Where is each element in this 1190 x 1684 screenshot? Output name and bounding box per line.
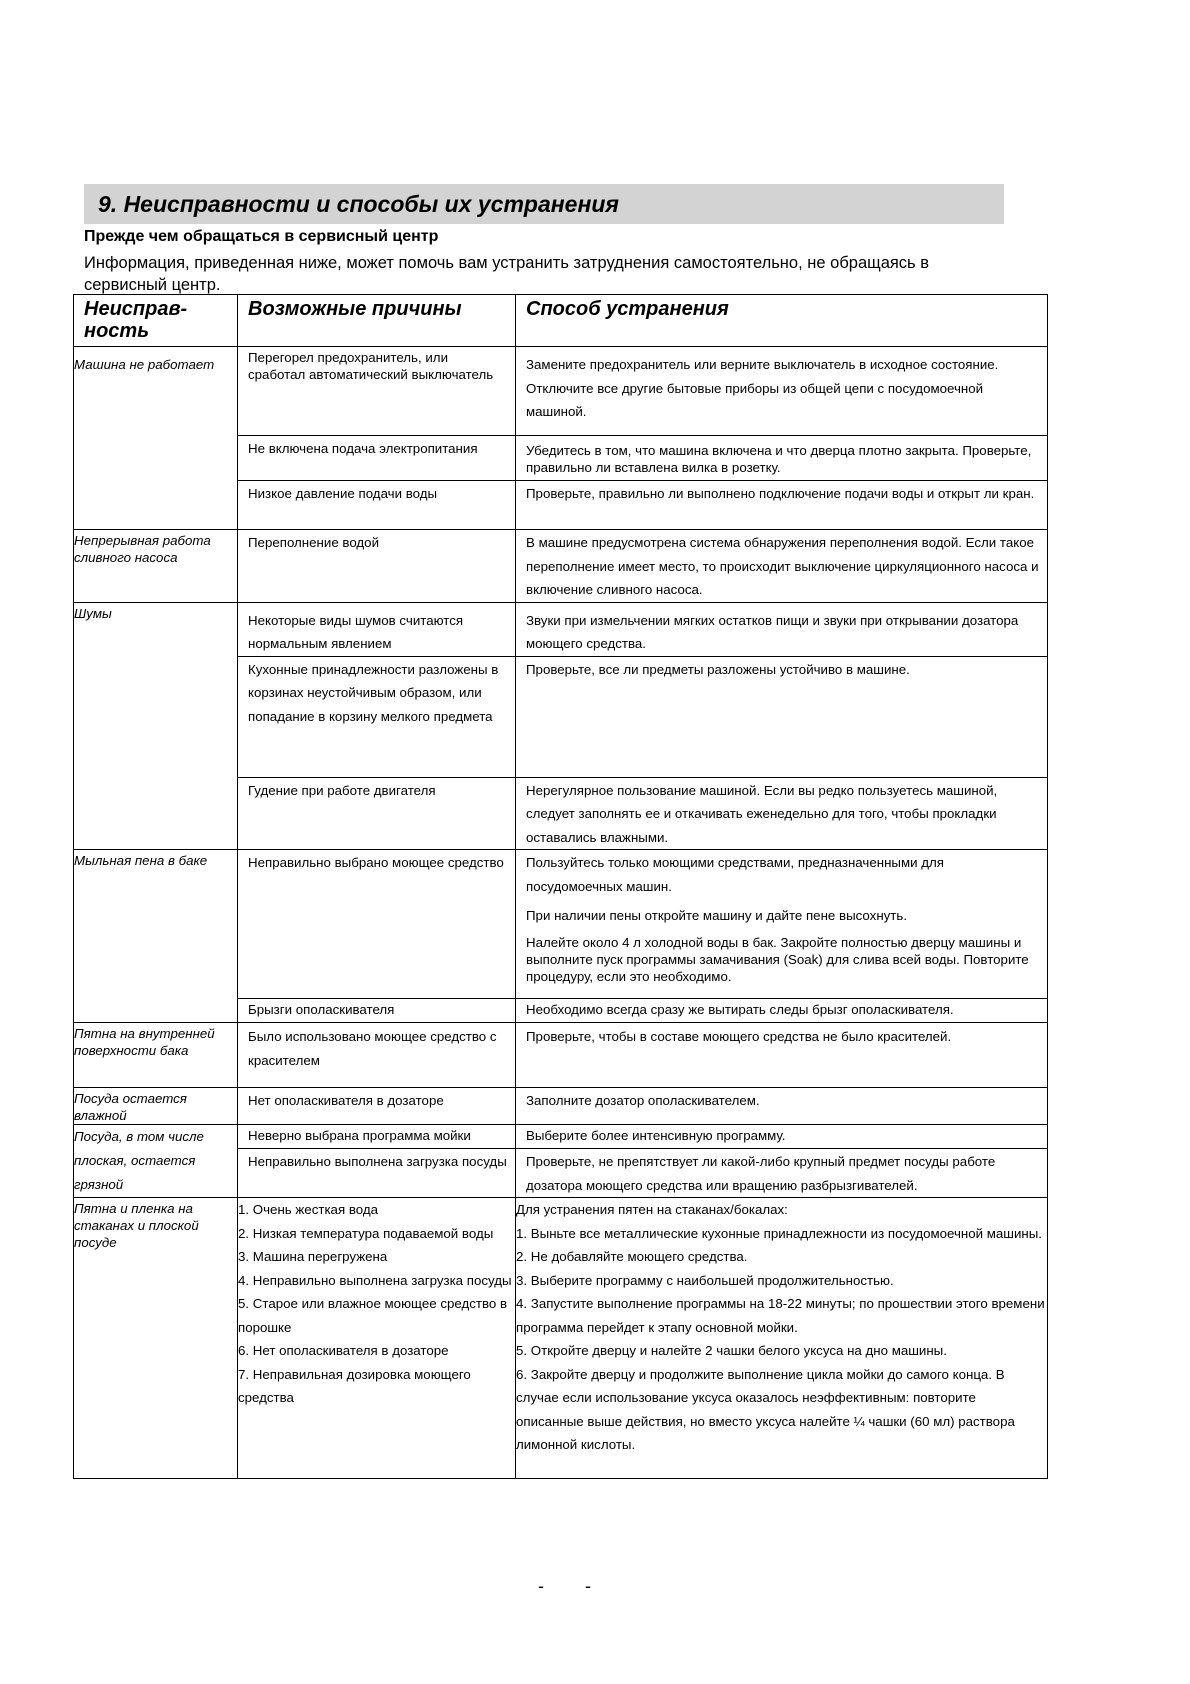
list-item: 6. Закройте дверцу и продолжите выполнение цикла мойки до самого конца. В случае если использование уксуса оказалось неэффективным: повторите описанные выше действия, но вместо уксуса налейте ¼ чашки (60 мл) раствора лимонной кислоты. — [516, 1366, 1015, 1452]
page-number-marker: - - — [538, 1576, 609, 1596]
table-row — [74, 1198, 1048, 1479]
list-item: 2. Низкая температура подаваемой воды — [238, 1225, 494, 1241]
fix-cell: Налейте около 4 л холодной воды в бак. Закройте полностью дверцу машины и выполните пуск программы замачивания (Soak) для слива всей воды. Повторите процедуру, если это необходимо. — [526, 934, 1029, 984]
fixes-list — [516, 1198, 1047, 1457]
cause-cell: Гудение при работе двигателя — [248, 782, 436, 798]
fix-cell: Проверьте, правильно ли выполнено подключение подачи воды и открыт ли кран. — [526, 486, 1035, 501]
table-row — [74, 1023, 1048, 1088]
list-item: 7. Неправильная дозировка моющего средства — [238, 1366, 471, 1405]
fix-cell: Проверьте, чтобы в составе моющего средства не было красителей. — [526, 1029, 952, 1044]
fault-cell: Пятна и пленка на стаканах и плоской посуде — [74, 1198, 238, 1479]
troubleshooting-table — [73, 294, 1048, 1479]
list-item: 3. Машина перегружена — [238, 1249, 388, 1264]
section-title-band — [84, 184, 1004, 224]
cause-cell: Кухонные принадлежности разложены в корзинах неустойчивым образом, или попадание в корзину мелкого предмета — [248, 661, 499, 724]
list-item: 5. Старое или влажное моющее средство в порошке — [238, 1296, 508, 1335]
table-header-row — [74, 295, 1048, 347]
fix-cell: Пользуйтесь только моющими средствами, предназначенными для посудомоечных машин. — [526, 855, 944, 894]
list-item: 4. Запустите выполнение программы на 18-22 минуты; по прошествии этого времени программа перейдет к этапу основной мойки. — [516, 1296, 1045, 1335]
list-item: 1. Очень жесткая вода — [238, 1202, 379, 1217]
fault-cell: Машина не работает — [74, 347, 238, 530]
table-row — [74, 1125, 1048, 1149]
fault-cell: Пятна на внутренней поверхности бака — [74, 1023, 238, 1088]
fix-cell: Проверьте, все ли предметы разложены устойчиво в машине. — [526, 661, 910, 677]
fix-cell: Звуки при измельчении мягких остатков пищи и звуки при открывании дозатора моющего средства. — [526, 612, 1019, 651]
list-item: Для устранения пятен на стаканах/бокалах: — [516, 1202, 788, 1217]
cause-cell: Нет ополаскивателя в дозаторе — [248, 1093, 444, 1108]
fault-cell: Непрерывная работа сливного насоса — [74, 530, 238, 603]
list-item: 6. Нет ополаскивателя в дозаторе — [238, 1343, 449, 1358]
fault-cell: Посуда, в том числе плоская, остается грязной — [74, 1125, 238, 1198]
list-item: 3. Выберите программу с наибольшей продолжительностью. — [516, 1272, 894, 1288]
table-row — [74, 347, 1048, 436]
fix-cell: Замените предохранитель или верните выключатель в исходное состояние. Отключите все другие бытовые приборы из общей цепи с посудомоечной машиной. — [526, 357, 999, 419]
fix-cell: В машине предусмотрена система обнаружения переполнения водой. Если такое переполнение имеет место, то происходит выключение циркуляционного насоса и включение сливного насоса. — [526, 535, 1039, 597]
causes-list — [238, 1198, 515, 1410]
table-row — [74, 602, 1048, 656]
fix-cell: Проверьте, не препятствует ли какой-либо крупный предмет посуды работе дозатора моющего средства или вращению разбрызгивателей. — [526, 1154, 996, 1193]
section-title: 9. Неисправности и способы их устранения — [98, 191, 619, 217]
fix-cell: Выберите более интенсивную программу. — [526, 1128, 786, 1143]
list-item: 2. Не добавляйте моющего средства. — [516, 1249, 748, 1264]
cause-cell: Переполнение водой — [248, 535, 380, 550]
cause-cell: Неверно выбрана программа мойки — [248, 1128, 471, 1143]
subheading: Прежде чем обращаться в сервисный центр — [84, 228, 439, 245]
cause-cell: Брызги ополаскивателя — [248, 1002, 395, 1017]
fault-cell: Посуда остается влажной — [74, 1088, 238, 1125]
cause-cell: Было использовано моющее средство с красителем — [248, 1029, 497, 1068]
intro-paragraph: Информация, приведенная ниже, может помочь вам устранить затруднения самостоятельно, не обращаясь в сервисный центр. — [84, 254, 930, 294]
fix-cell: Необходимо всегда сразу же вытирать следы брызг ополаскивателя. — [526, 1002, 954, 1017]
fix-cell: Заполните дозатор ополаскивателем. — [526, 1093, 760, 1108]
list-item: 4. Неправильно выполнена загрузка посуды — [238, 1272, 512, 1288]
fix-cell: Убедитесь в том, что машина включена и что дверца плотно закрыта. Проверьте, правильно ли вставлена вилка в розетку. — [526, 443, 1032, 475]
list-item: 1. Выньте все металлические кухонные принадлежности из посудомоечной машины. — [516, 1225, 1042, 1241]
table-row — [74, 530, 1048, 603]
table-row — [74, 1088, 1048, 1125]
cause-cell: Неправильно выполнена загрузка посуды — [248, 1154, 507, 1169]
cause-cell: Перегорел предохранитель, или сработал автоматический выключатель — [248, 350, 494, 382]
fault-cell: Мыльная пена в баке — [74, 850, 238, 1023]
header-fix: Способ устранения — [516, 295, 1048, 347]
fix-cell: При наличии пены откройте машину и дайте пене высохнуть. — [526, 908, 908, 923]
fault-cell: Шумы — [74, 602, 238, 850]
header-fault: Неисправ-ность — [74, 295, 238, 347]
table-row — [74, 850, 1048, 999]
cause-cell: Неправильно выбрано моющее средство — [248, 855, 504, 870]
cause-cell: Некоторые виды шумов считаются нормальным явлением — [248, 612, 464, 651]
list-item: 5. Откройте дверцу и налейте 2 чашки белого уксуса на дно машины. — [516, 1343, 947, 1358]
cause-cell: Низкое давление подачи воды — [248, 486, 438, 501]
fix-cell: Нерегулярное пользование машиной. Если вы редко пользуетесь машиной, следует заполнять ее и откачивать еженедельно для того, чтобы прокладки оставались влажными. — [526, 782, 998, 845]
header-causes: Возможные причины — [238, 295, 516, 347]
cause-cell: Не включена подача электропитания — [248, 441, 478, 456]
